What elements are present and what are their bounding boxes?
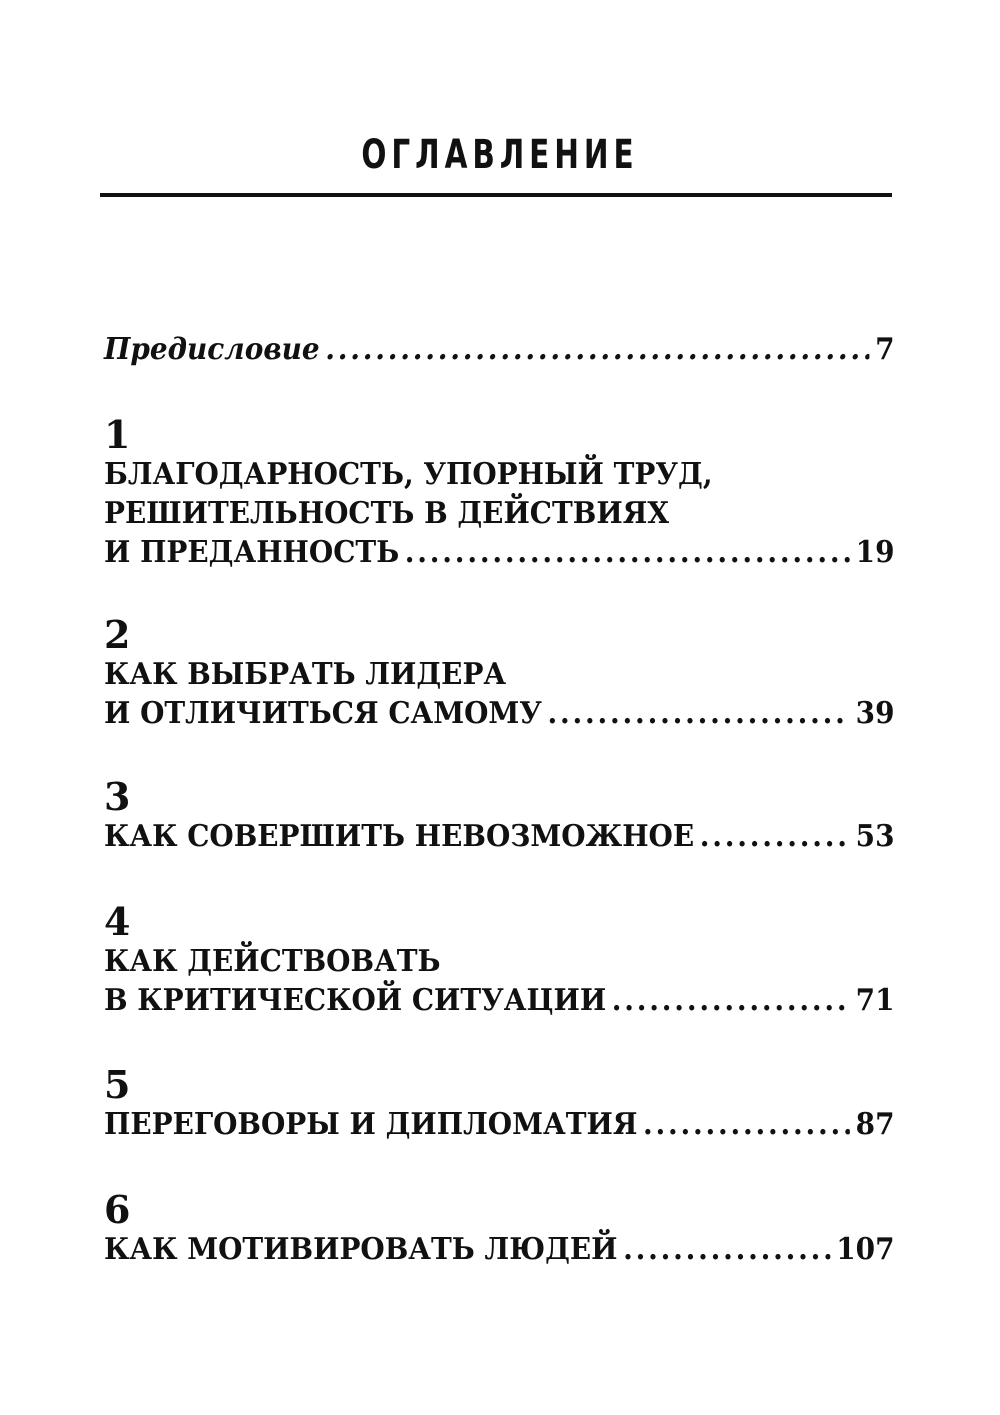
chapter-title-text: И ПРЕДАННОСТЬ	[104, 535, 400, 570]
dot-leader	[623, 1230, 831, 1269]
chapter-title-text: КАК МОТИВИРОВАТЬ ЛЮДЕЙ	[104, 1232, 618, 1267]
chapter-title-text: КАК ВЫБРАТЬ ЛИДЕРА	[104, 657, 507, 692]
title-divider	[100, 193, 892, 197]
toc-entry-chapter-4[interactable]	[104, 899, 895, 1020]
page-title: ОГЛАВЛЕНИЕ	[361, 132, 639, 178]
chapter-number: 6	[104, 1187, 131, 1232]
page-number: 107	[836, 1232, 895, 1267]
chapter-title-text: КАК СОВЕРШИТЬ НЕВОЗМОЖНОЕ	[104, 819, 695, 854]
chapter-number: 2	[104, 612, 131, 657]
toc-line	[104, 330, 895, 369]
chapter-title-line	[104, 494, 839, 533]
page-number: 7	[875, 332, 895, 367]
dot-leader	[548, 694, 851, 733]
page-number: 87	[855, 1107, 895, 1142]
page-number: 53	[855, 819, 895, 854]
dot-leader	[405, 533, 850, 572]
chapter-number: 4	[104, 899, 131, 944]
dot-leader	[643, 1105, 850, 1144]
chapter-title-line	[104, 694, 895, 733]
chapter-title-text: РЕШИТЕЛЬНОСТЬ В ДЕЙСТВИЯХ	[104, 496, 669, 531]
dot-leader	[700, 817, 850, 856]
chapter-title-line	[104, 655, 839, 694]
toc-entry-chapter-3[interactable]	[104, 774, 895, 856]
chapter-title-line	[104, 1105, 895, 1144]
toc-entry-chapter-5[interactable]	[104, 1062, 895, 1144]
page-number: 39	[855, 696, 895, 731]
chapter-number: 3	[104, 774, 131, 819]
chapter-title-line	[104, 455, 839, 494]
chapter-title-text: КАК ДЕЙСТВОВАТЬ	[104, 944, 441, 979]
chapter-title-text: ПЕРЕГОВОРЫ И ДИПЛОМАТИЯ	[104, 1107, 638, 1142]
toc-entry-chapter-2[interactable]	[104, 612, 895, 733]
chapter-number: 5	[104, 1062, 131, 1107]
chapter-title-line	[104, 817, 895, 856]
page-number: 71	[855, 983, 895, 1018]
chapter-title-text: БЛАГОДАРНОСТЬ, УПОРНЫЙ ТРУД,	[104, 457, 713, 492]
chapter-title-line	[104, 942, 839, 981]
toc-entry-chapter-6[interactable]	[104, 1187, 895, 1269]
chapter-title-line	[104, 1230, 895, 1269]
preface-label: Предисловие	[104, 332, 320, 367]
page-number: 19	[855, 535, 895, 570]
chapter-title-line	[104, 533, 895, 572]
chapter-title-text: И ОТЛИЧИТЬСЯ САМОМУ	[104, 696, 542, 731]
toc-entry-chapter-1[interactable]	[104, 412, 895, 572]
chapter-number: 1	[104, 412, 131, 457]
chapter-title-text: В КРИТИЧЕСКОЙ СИТУАЦИИ	[104, 983, 607, 1018]
dot-leader	[612, 981, 850, 1020]
chapter-title-line	[104, 981, 895, 1020]
toc-entry-preface[interactable]	[104, 330, 894, 369]
dot-leader	[325, 330, 869, 369]
